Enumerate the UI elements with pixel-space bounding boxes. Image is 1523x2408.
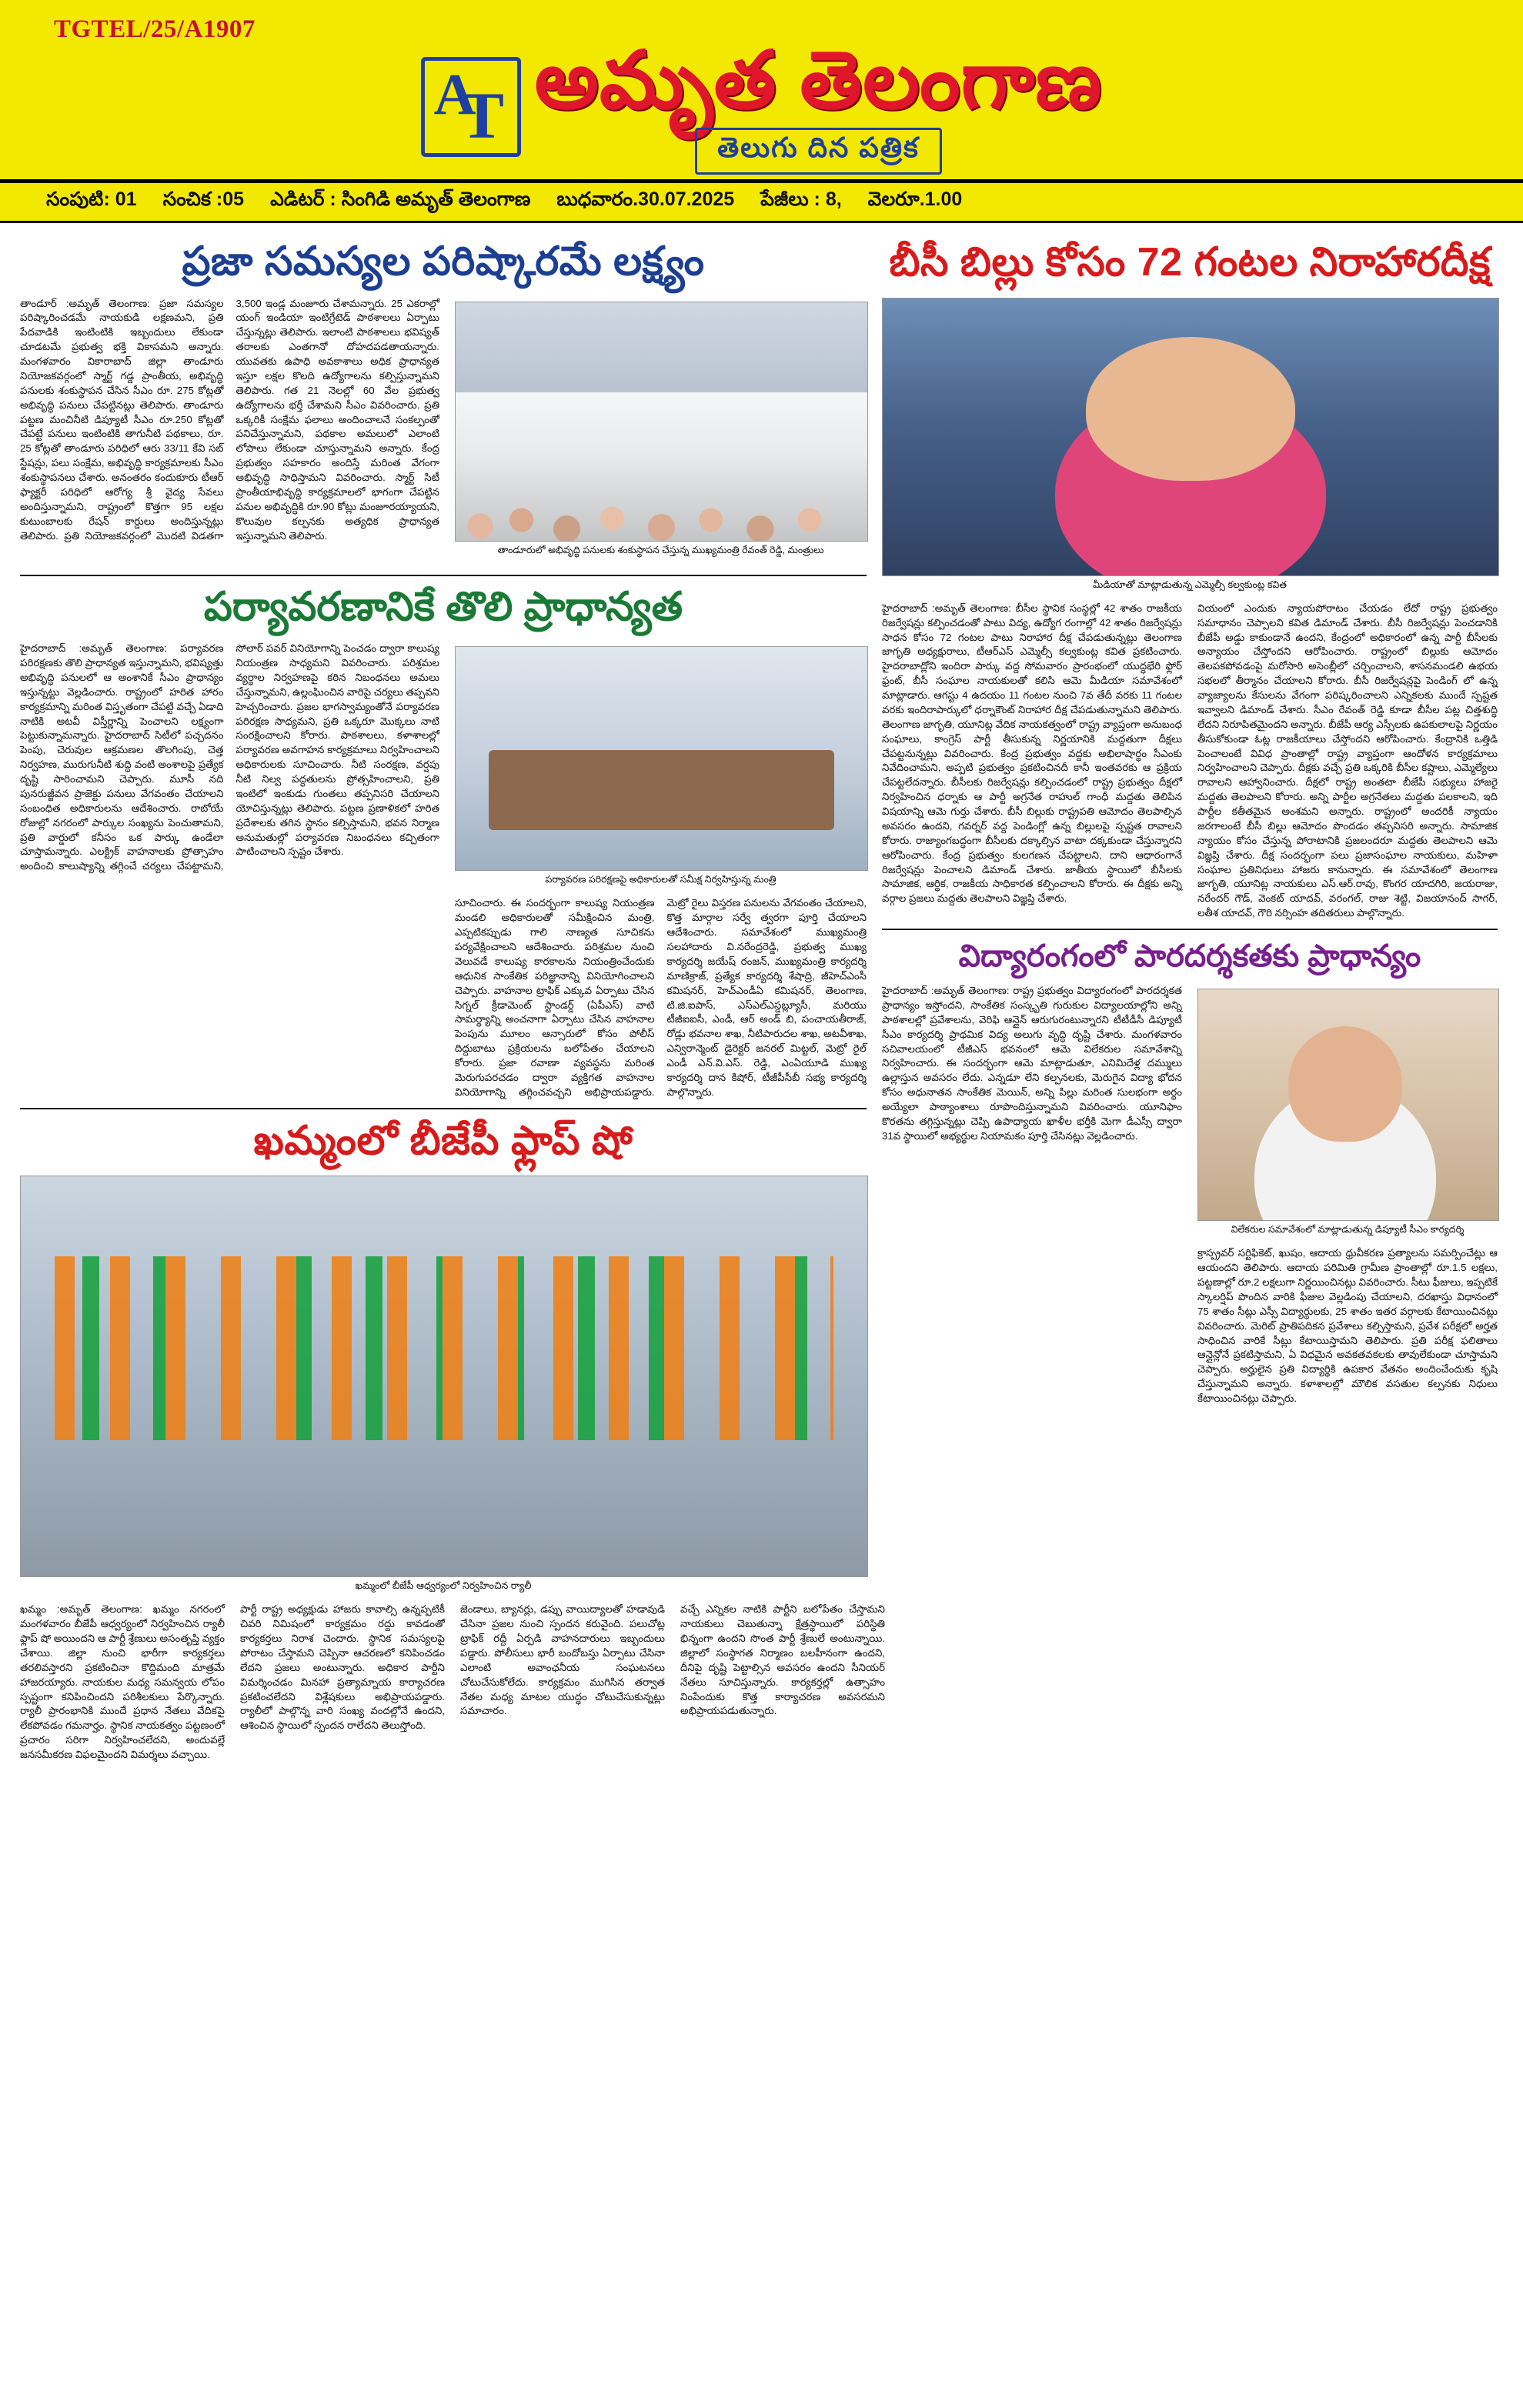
- bc-bill-article-text: హైదరాబాద్ :అమృత్ తెలంగాణ: బీసీల స్థానిక సంస్థల్లో 42 శాతం రాజకీయ రిజర్వేషన్లు కల్పించడంతో పాటు విద్య, ఉద్యోగ రంగాల్లో 42 శాతం రిజర్వేషన్లు సాధన కోసం 72 గంటల పాటు నిరాహార దీక్ష చేపడుతున్నట్లు తెలంగాణ జాగృతి అధ్యక్షురాలు, టీఆర్ఎస్ ఎమ్మెల్సీ కల్వకుంట్ల కవిత ప్రకటించారు. హైదరాబాద్లోని ఇందిరా పార్కు వద్ద సోమవారం ప్రారంభంలో యుద్ధభేరి ఫ్లోర్ ఫ్రంట్, బీసీ సంఘాల నాయకులతో కలిసి ఆమె మీడియా సమావేశంలో మాట్లాడారు. ఆగస్టు 4 ఉదయం 11 గంటల నుంచి 7వ తేదీ వరకు 11 గంటల వరకు ఇందిరాపార్కులో ధర్నాకౌంట్ నిరాహార దీక్ష చేపడుతున్నామని తెలిపారు. తెలంగాణ జాగృతి, యూనిట్ల వేదిక నాయకత్వంలో రాష్ట్ర వ్యాప్తంగా అనుబంధ సంఘాలు, కాంగ్రెస్ పార్టీ తీసుకున్న నిర్ణయానికి మద్దతుగా దీక్షలు చేపట్టనున్నట్లు వివరించారు. కేంద్ర ప్రభుత్వం వద్దకు అభిలాషార్థం సీఎంకు నివేదించామని, అప్పటి ప్రభుత్వం ప్రకటించినదీ కానీ ఇంతవరకు ఆ ప్రక్రియ చేపట్టలేదన్నారు. బీసీలకు రిజర్వేషన్లు కల్పించడంలో రాష్ట్ర ప్రభుత్వం దీక్షలో నిర్వహించిన ధర్నాకు ఆ పార్టీ అగ్రనేత రాహుల్ గాంధీ మద్దతు తెలిపిన విషయాన్ని ఆమె గుర్తు చేశారు. బీసీ బిల్లుకు రాష్ట్రపతి ఆమోదం తెలపాల్సిన అవసరం ఉందని, గవర్నర్ వద్ద పెండింగ్లో ఉన్న బిల్లులపై స్పష్టత రావాలని కోరారు. రాజ్యాంగబద్ధంగా బీసీలకు దక్కాల్సిన వాటా దక్కకుండా చేస్తున్నారని ఆరోపించారు. కేంద్ర ప్రభుత్వం కులగణన చేపట్టాలని, దాని ఆధారంగానే రిజర్వేషన్లు పెంచాలని డిమాండ్ చేశారు. జాతీయ స్థాయిలో బీసీలకు సామాజిక, ఆర్థిక, రాజకీయ సాధికారత కల్పించాలని కోరారు. ఈ దీక్షకు అన్ని వర్గాల ప్రజలు మద్దతు తెలపాలని విజ్ఞప్తి చేశారు.: [882, 602, 1182, 905]
- education-photo-block: [1197, 989, 1498, 1240]
- env-meeting-photo: [455, 646, 868, 871]
- env-article-text: హైదరాబాద్ :అమృత్ తెలంగాణ: పర్యావరణ పరిరక్షణకు తొలి ప్రాధాన్యత ఇస్తున్నామని, భవిష్యత్తు అభివృద్ధి పనులలో ఆ అంశానికే సీఎం ప్రాధాన్యం ఇస్తున్నట్టు వెల్లడించారు. రాష్ట్రంలో హరిత హారం కార్యక్రమాన్ని మరింత విస్తృతంగా చేపట్టి వచ్చే ఏడాది నాటికి అటవీ విస్తీర్ణాన్ని పెంచాలని లక్ష్యంగా పెట్టుకున్నామన్నారు. హైదరాబాద్ సిటీలో పచ్చదనం పెంపు, చెరువుల ఆక్రమణల తొలగింపు, చెత్త నిర్వహణ, మురుగునీటి శుద్ధి వంటి అంశాలపై ప్రత్యేక దృష్టి సారించామని చెప్పారు. మూసీ నది పునరుజ్జీవన ప్రాజెక్టు పనులు వేగవంతం చేయాలని సంబంధిత అధికారులను ఆదేశించారు. రాబోయే రోజుల్లో నగరంలో పార్కుల సంఖ్యను పెంచుతామని, ప్రతి వార్డులో కనీసం ఒక పార్కు ఉండేలా చూస్తామన్నారు. ఎలక్ట్రిక్ వాహనాలకు ప్రోత్సాహం అందించి కాలుష్యాన్ని తగ్గించే చర్యలు చేపట్టామని, సోలార్ పవర్ వినియోగాన్ని పెంచడం ద్వారా కాలుష్య నియంత్రణ సాధ్యమని వివరించారు. పరిశ్రమల వ్యర్థాల నిర్వహణపై కఠిన నిబంధనలు అమలు చేస్తున్నామని, ఉల్లంఘించిన వారిపై చర్యలు తప్పవని హెచ్చరించారు. ప్రజల భాగస్వామ్యంతోనే పర్యావరణ పరిరక్షణ సాధ్యమని, ప్రతి ఒక్కరూ మొక్కలు నాటి సంరక్షించాలని కోరారు. పాఠశాలలు, కళాశాలల్లో పర్యావరణ అవగాహన కార్యక్రమాలు నిర్వహించాలని అధికారులకు సూచించారు. నీటి సంరక్షణ, వర్షపు నీటి నిల్వ పద్ధతులను ప్రోత్సహించాలని, ప్రతి ఇంటిలో ఇంకుడు గుంతలు తప్పనిసరి చేయాలని యోచిస్తున్నట్లు తెలిపారు. పట్టణ ప్రణాళికలో హరిత ప్రదేశాలకు తగిన స్థానం కల్పిస్తామని, భవన నిర్మాణ అనుమతుల్లో పర్యావరణ నిబంధనలు కచ్చితంగా పాటించాలని స్పష్టం చేశారు.: [20, 642, 439, 872]
- divider-3: [882, 929, 1498, 930]
- page-content: [0, 223, 1523, 1783]
- khammam-photo-block: [20, 1176, 867, 1596]
- education-article-text-2: క్రాస్ప్రవర్ సర్టిఫికెట్, ఖుషం, ఆదాయ ధ్రువీకరణ ప్రత్యాలను సమర్పించేట్లు ఆ ఆయందని తెలిపారు. ఆదాయ పరిమితి గ్రామీణ ప్రాంతాల్లో రూ.1.5 లక్షలు, పట్టణాల్లో రూ.2 లక్షలుగా నిర్ణయించినట్లు వివరించారు. సీటు ఫీజులు, ఇప్పటికే స్కాలర్షిప్ పొందిన వారికి ఫీజుల వెల్లడింపు చేయాలని, దరఖాస్తు విధానంలో 75 శాతం సీట్లు ఎస్సీ విద్యార్థులకు, 25 శాతం ఇతర వర్గాలకు కేటాయించినట్లు వివరించారు. మెరిట్ ప్రాతిపదికన ప్రవేశాలు కల్పిస్తామని, ప్రవేశ పరీక్షలో అర్హత సాధించిన వారికే సీట్లు కేటాయిస్తామని తెలిపారు. ప్రతి పరీక్ష ఫలితాలు ఆన్లైన్లోనే ప్రకటిస్తామని, ఏ విధమైన అవకతవకలకు తావులేకుండా చూస్తామని చెప్పారు. అర్హులైన ప్రతి విద్యార్థికి ఉపకార వేతనం అందించేందుకు కృషి చేస్తున్నామని అన్నారు. కళాశాలల్లో మౌలిక వసతుల కల్పనకు నిధులు కేటాయించినట్లు చెప్పారు.: [1197, 1247, 1498, 1405]
- khammam-rally-photo: [20, 1176, 868, 1577]
- env-photo-caption: పర్యావరణ పరిరక్షణపై అధికారులతో సమీక్ష నిర్వహిస్తున్న మంత్రి: [545, 874, 777, 885]
- divider-1: [20, 575, 867, 576]
- date-label: బుధవారం.30.07.2025: [556, 188, 735, 211]
- khammam-article-text-2: పార్టీ రాష్ట్ర అధ్యక్షుడు హాజరు కావాల్సి ఉన్నప్పటికీ చివరి నిమిషంలో కార్యక్రమం రద్దు కావడంతో కార్యకర్తలు నిరాశ చెందారు. స్థానిక సమస్యలపై పోరాటం చేస్తామని చెప్పినా ఆచరణలో కనిపించడం లేదని ప్రజలు అంటున్నారు. అధికార పార్టీని విమర్శించడం మినహా ప్రత్యామ్నాయ కార్యాచరణ ప్రకటించలేదని విశ్లేషకులు అభిప్రాయపడ్డారు. ర్యాలీలో పాల్గొన్న వారి సంఖ్య వందల్లోనే ఉందని, ఆశించిన స్థాయిలో స్పందన రాలేదని తెలుస్తోంది.: [240, 1603, 445, 1732]
- issue-info-bar: [0, 182, 1523, 223]
- registration-number: TGTEL/25/A1907: [54, 15, 256, 43]
- masthead-main: [0, 36, 1523, 175]
- lead-article-text: తాండూర్ :అమృత్ తెలంగాణ: ప్రజా సమస్యల పరిష్కారించడమే నాయకుడి లక్షణమని, ప్రతి పేదవాడికి ఇంటింటికి ఇబ్బందులు లేకుండా చూడటమే ప్రభుత్వ భక్తి వికాసమని అన్నారు. మంగళవారం వికారాబాద్ జిల్లా తాండూరు నియోజకవర్గంలో స్మార్ట్ గడ్డ ప్రాంతీయ, అభివృద్ధి పనులకు శంకుస్థాపన చేసిన సీఎం రూ. 275 కోట్లతో అభివృద్ధి పనులు చేపట్టినట్లు తెలిపారు. తాండూరు పట్టణ మంచినీటి డిప్యూటీ సీఎం రూ.250 కోట్లతో చేపట్టే పనులు ఇంటింటికి తాగునీటి పథకాలు, రూ. 25 కోట్లతో తాండూరు పరిధిలో ఆరు 33/11 కేవి సబ్ స్టేషన్లు, పలు సంక్షేమ, అభివృద్ధి కార్యక్రమాలకు సీఎం శంకుస్థాపనలు చేశారు. అనంతరం కందుకూరు టీఆర్ ఫ్యాక్టరీ పరిధిలో ఆరోగ్య శ్రీ వైద్య సేవలు అందిస్తున్నామని, రాష్ట్రంలో కొత్తగా 95 లక్షల కుటుంబాలకు రేషన్ కార్డులు అందిస్తున్నట్లు తెలిపారు. ప్రతి నియోజకవర్గంలో మొదటి విడతగా 3,500 ఇండ్ల మంజూరు చేశామన్నారు. 25 ఎకరాల్లో యంగ్ ఇండియా ఇంటిగ్రేటెడ్ పాఠశాలలు ఏర్పాటు చేస్తున్నట్లు తెలిపారు. ఇలాంటి పాఠశాలలు భవిష్యత్ తరాలకు ఎంతగానో దోహదపడతాయన్నారు. యువతకు ఉపాధి అవకాశాలు అధిక ప్రాధాన్యత ఇస్తూ లక్షల కొలది ఉద్యోగాలను కల్పిస్తున్నామని తెలిపారు. గత 21 నెలల్లో 60 వేల ప్రభుత్వ ఉద్యోగాలను భర్తీ చేశామని సీఎం వివరించారు. ప్రతి ఒక్కరికీ సంక్షేమ ఫలాలు అందించాలనే సంకల్పంతో పనిచేస్తున్నామని, పథకాల అమలులో ఎలాంటి లోపాలు లేకుండా చూస్తున్నామని అన్నారు. కేంద్ర ప్రభుత్వం సహకారం అందిస్తే మరింత వేగంగా అభివృద్ధి సాధిస్తామని వివరించారు. స్మార్ట్ సిటీ ప్రాంతీయాభివృద్ధి కార్యక్రమాలలో భాగంగా చేపట్టిన పనుల అభివృద్ధికి రూ.90 కోట్లు మంజూరయ్యాయని, కొలువుల కల్పనకు అత్యధిక ప్రాధాన్యత ఇస్తున్నామని తెలిపారు.: [20, 297, 439, 542]
- logo-letter-t: T: [459, 78, 505, 153]
- newspaper-subtitle: తెలుగు దిన పత్రిక: [695, 128, 942, 175]
- left-column: [20, 234, 885, 1763]
- bc-bill-photo-caption: మీడియాతో మాట్లాడుతున్న ఎమ్మెల్సీ కల్వకుంట్ల కవిత: [1092, 579, 1288, 590]
- education-photo-caption: విలేకరుల సమావేశంలో మాట్లాడుతున్న డిప్యూటీ సీఎం కార్యదర్శి: [1231, 1224, 1465, 1236]
- issue-label: సంచిక :05: [162, 188, 245, 211]
- bc-bill-article-text-2: వియంలో ఎందుకు న్యాయపోరాటం చేయడం లేదో రాష్ట్ర ప్రభుత్వం సమాధానం చెప్పాలని కవిత డిమాండ్ చేశారు. బీసీ రిజర్వేషన్లు పెంచడానికి బీజేపీ అడ్డు కాకుండానే ఉందని, కేంద్రంలో అధికారంలో ఉన్న పార్టీ బీసీలకు అన్యాయం చేస్తోందని ఆరోపించారు. రాష్ట్రంలో బిల్లుకు ఆమోదం తెలపకపోవడంపై మరోసారి అసెంబ్లీలో చర్చించాలని, శాసనమండలి ఉభయ సభలలో తీర్మానం చేయాలని కోరారు. బీసీ రిజర్వేషన్లపై పెండింగ్ లో ఉన్న వ్యాజ్యాలను కేసులను వేగంగా పరిష్కరించాలని ఎన్నికలకు ముందే స్పష్టత ఇవ్వాలని డిమాండ్ చేశారు. సీఎం రేవంత్ రెడ్డి కూడా బీసీల పట్ల చిత్తశుద్ధి లేదని నిరూపితమైందని అన్నారు. బీజేపీ ఆర్య ఎస్సీలకు ఉపకులాలపై నిర్ణయం తీసుకోకుండా ఓట్ల రాజకీయాలు చేస్తోందని ఆరోపించారు. కేంద్రానికి ఒత్తిడి పెంచాలంటే వివిధ ప్రాంతాల్లో రాష్ట్ర వ్యాప్తంగా ఆందోళన కార్యక్రమాలు నిర్వహించాలని చెప్పారు. దీక్షకు వచ్చే ప్రతి ఒక్కరికి బీసీల కష్టాలు, ఎమ్మెల్యేలు రావాలని ఆహ్వానించారు. దీక్షలో రాష్ట్ర అంతటా బీజేపీ సభ్యులు హాజరై మద్దతు తెలపాలని కోరారు. అన్ని పార్టీల అగ్రనేతలు మద్దతు పలకాలని, ఇది పార్టీల కతీతమైన అంశమని అన్నారు. రాష్ట్రంలో అందరికీ న్యాయం జరగాలంటే బీసీ బిల్లు ఆమోదం పొందడం తప్పనిసరి అన్నారు. సామాజిక న్యాయం కోసం చేస్తున్న పోరాటానికి ప్రజలందరూ మద్దతు తెలపాలని ఆమె విజ్ఞప్తి చేశారు. దీక్ష సందర్భంగా పలు ప్రజాసంఘాల నాయకులు, మహిళా సంఘాల ప్రతినిధులు హాజరు కానున్నారు. ఈ సమావేశంలో తెలంగాణ జాగృతి, యూనిట్ల నాయకులు ఎస్.ఆర్.రావు, కొంగర యాదగిరి, జయరాజు, నరేందర్ గౌడ్, వెంకట్ యాదవ్, వరంగల్, రాజు శెట్టి, విజయానంద్ సాగర్, లతీశ యాదవ్, గౌరి నర్సింహ తదితరులు పాల్గొన్నారు.: [1197, 602, 1498, 919]
- env-body-row: [20, 642, 867, 1100]
- newspaper-logo: [421, 57, 521, 157]
- bc-bill-headline: బీసీ బిల్లు కోసం 72 గంటల నిరాహారదీక్ష: [889, 240, 1491, 285]
- volume-label: సంపుటి: 01: [46, 188, 137, 211]
- lead-photo-block: [455, 302, 867, 561]
- newspaper-title: అమృత తెలంగాణ: [534, 36, 1103, 125]
- top-row: [20, 234, 1503, 1763]
- lead-body-row: [20, 297, 867, 567]
- price-label: వెలరూ.1.00: [867, 188, 963, 211]
- education-body-row: [882, 984, 1498, 1406]
- education-article-text: హైదరాబాద్ :అమృత్ తెలంగాణ: రాష్ట్ర ప్రభుత్వం విద్యారంగంలో పారదర్శకత ప్రాధాన్యం ఇస్తోందని, సాంకేతిక సంస్కృతి గురుకుల విద్యాలయాల్లోని అన్ని పాఠశాలల్లో ప్రవేశాలను, వెరిఫి ఆన్లైన్ ఆరుగురంటున్నారని టీటీడీసీ డిప్యూటీ సీఎం కార్యదర్శి ప్రాథమిక విద్య అలుగు వృద్ధి దృష్టి చేశారు. మంగళవారం సచివాలయంలో టీజీఎస్ భవనంలో ఆమె విలేకరుల సమావేశాన్ని నిర్వహించారు. ఈ సందర్భంగా ఆమె మాట్లాడుతూ, ఎనిమిదేళ్ల దమ్ములు ఉల్లాస్తున అవసరం లేదు. ఎన్నడూ లేని కల్పనలకు, మెరుగైన విద్యా భోదన కోసం అధునాతన సాంకేతిక మెయిన్, అన్ని పిల్లు మరింత సులభంగా అర్థం అయ్యేలా పాఠ్యాంశాలు రూపొందిస్తున్నామని వివరించారు. యూనిఫాం కొరతను తగ్గిస్తున్నట్లు చెప్పి ఉపాధ్యాయ ఖాళీల భర్తీకి మెగా డీఎస్సీ ద్వారా 31వ స్థాయిలో అభ్యర్థుల నియామకం పూర్తి చేసినట్లు వెల్లడించారు.: [882, 985, 1182, 1142]
- lead-ceremony-photo: [455, 302, 868, 542]
- kavitha-press-photo: [882, 298, 1499, 576]
- right-column: [882, 234, 1498, 1763]
- masthead: [0, 0, 1523, 182]
- khammam-article-text: ఖమ్మం :అమృత్ తెలంగాణ: ఖమ్మం నగరంలో మంగళవారం బీజేపీ ఆధ్వర్యంలో నిర్వహించిన ర్యాలీ ఫ్లాప్ షో అయిందని ఆ పార్టీ శ్రేణులు అసంతృప్తి వ్యక్తం చేశాయి. జిల్లా నుంచి భారీగా కార్యకర్తలు తరలివస్తారని ప్రకటించినా కొద్దిమంది మాత్రమే హాజరయ్యారు. నాయకుల మధ్య సమన్వయ లోపం స్పష్టంగా కనిపించిందని పరిశీలకులు పేర్కొన్నారు. ర్యాలీ ప్రారంభానికి ముందే ప్రధాన నేతలు వేదికపై లేకపోవడం గమనార్హం. స్థానిక నాయకత్వం పట్టణంలో ప్రచారం సరిగా నిర్వహించలేదని, అందువల్లే జనసమీకరణ విఫలమైందని విమర్శలు వచ్చాయి.: [20, 1603, 225, 1761]
- env-photo-block: [455, 646, 867, 890]
- editor-label: ఎడిటర్ : సింగిడి అమృత్ తెలంగాణ: [270, 188, 531, 211]
- education-headline: విద్యారంగంలో పారదర్శకతకు ప్రాధాన్యం: [958, 939, 1421, 974]
- bc-bill-photo-block: [882, 298, 1498, 595]
- khammam-photo-caption: ఖమ్మంలో బీజేపీ ఆధ్వర్యంలో నిర్వహించిన ర్యాలీ: [355, 1580, 532, 1592]
- khammam-article-text-4: వచ్చే ఎన్నికల నాటికి పార్టీని బలోపేతం చేస్తామని నాయకులు చెబుతున్నా క్షేత్రస్థాయిలో పరిస్థితి భిన్నంగా ఉందని సొంత పార్టీ శ్రేణులే అంటున్నాయి. జిల్లాలో సంస్థాగత నిర్మాణం బలహీనంగా ఉందని, దీనిపై దృష్టి పెట్టాల్సిన అవసరం ఉందని సీనియర్ నేతలు సూచిస్తున్నారు. కార్యకర్తల్లో ఉత్సాహం నింపేందుకు కొత్త కార్యాచరణ అవసరమని అభిప్రాయపడుతున్నారు.: [680, 1603, 885, 1717]
- env-headline: పర్యావరణానికే తొలి ప్రాధాన్యత: [203, 584, 683, 629]
- logo-letter-a: A: [433, 62, 476, 128]
- khammam-headline: ఖమ్మంలో బీజేపీ ఫ్లాప్ షో: [253, 1118, 633, 1163]
- khammam-article-text-3: జెండాలు, బ్యానర్లు, డప్పు వాయిద్యాలతో హడావుడి చేసినా ప్రజల నుంచి స్పందన కరువైంది. పలుచోట్ల ట్రాఫిక్ రద్దీ ఏర్పడి వాహనదారులు ఇబ్బందులు పడ్డారు. పోలీసులు భారీ బందోబస్తు ఏర్పాటు చేసినా ఎలాంటి అవాంఛనీయ సంఘటనలు చోటుచేసుకోలేదు. కార్యక్రమం ముగిసిన తర్వాత నేతల మధ్య మాటల యుద్ధం చోటుచేసుకున్నట్లు సమాచారం.: [460, 1603, 665, 1717]
- masthead-title-wrap: [534, 36, 1103, 175]
- khammam-body-row: [20, 1603, 885, 1763]
- divider-2: [20, 1108, 867, 1109]
- pages-label: పేజీలు : 8,: [760, 188, 842, 211]
- lead-headline: ప్రజా సమస్యల పరిష్కారమే లక్ష్యం: [182, 239, 705, 285]
- bc-bill-body-row: [882, 602, 1498, 921]
- env-article-text-2: సూచించారు. ఈ సందర్భంగా కాలుష్య నియంత్రణ మండలి అధికారులతో సమీక్షించిన మంత్రి, ఎప్పటికప్పుడు గాలి నాణ్యత సూచికను పర్యవేక్షించాలని ఆదేశించారు. పరిశ్రమల నుంచి వెలువడే కాలుష్య కారకాలను నియంత్రించేందుకు ఆధునిక సాంకేతిక పరిజ్ఞానాన్ని వినియోగించాలని చెప్పారు. వాహనాల ట్రాఫిక్ ఎక్కువ ఏర్పాటు చేసిన సిగ్నల్ క్రీడామెంట్ స్టాండర్డ్ (ఏపీఎస్) వాటి సామర్థ్యాన్ని అంచనాగా ఏర్పాటు చేసిన వాహనాల పెంపును మూలం ఆన్సారులో కోసం పోలీస్ దిద్దుబాటు ప్రక్రియలను బలోపేతం చేయాలని కోరారు. ప్రజా రవాణా వ్యవస్థను మరింత మెరుగుపరచడం ద్వారా వ్యక్తిగత వాహనాల వినియోగాన్ని తగ్గించవచ్చని అభిప్రాయపడ్డారు. మెట్రో రైలు విస్తరణ పనులను వేగవంతం చేయాలని, కొత్త మార్గాల సర్వే త్వరగా పూర్తి చేయాలని ఆదేశించారు. సమావేశంలో ముఖ్యమంత్రి సలహాదారు వి.నరేంద్రరెడ్డి, ప్రభుత్వ ముఖ్య కార్యదర్శి జయేష్ రంజన్, ముఖ్యమంత్రి కార్యదర్శి మాణిక్రాజ్, ప్రత్యేక కార్యదర్శి శేషాద్రి, జీహెచ్ఎంసీ కమిషనర్, హెచ్ఎండీఏ కమిషనర్, తెలంగాణ, టి.జి.ఐపాస్, ఎస్ఎల్ఎస్డబ్ల్యూసీ, మరియు టీజీఐఐసీ, ఎండీ, ఆర్ అండ్ బి, పంచాయతీరాజ్, రోడ్లు భవనాల శాఖ, నీటిపారుదల శాఖ, అటవీశాఖ, ఎన్విరాన్మెంట్ డైరెక్టర్ జనరల్ మిట్టల్, మెట్రో రైల్ ఎండీ ఎన్.వి.ఎస్. రెడ్డి, ఎంఏయూడి ముఖ్య కార్యదర్శి దాన కిషోర్, టీజీపీసీబీ సభ్య కార్యదర్శి పాల్గొన్నారు.: [455, 897, 867, 1098]
- education-official-photo: [1197, 989, 1499, 1221]
- lead-photo-caption: తాండూరులో అభివృద్ధి పనులకు శంకుస్థాపన చేస్తున్న ముఖ్యమంత్రి రేవంత్ రెడ్డి, మంత్రులు: [497, 544, 824, 555]
